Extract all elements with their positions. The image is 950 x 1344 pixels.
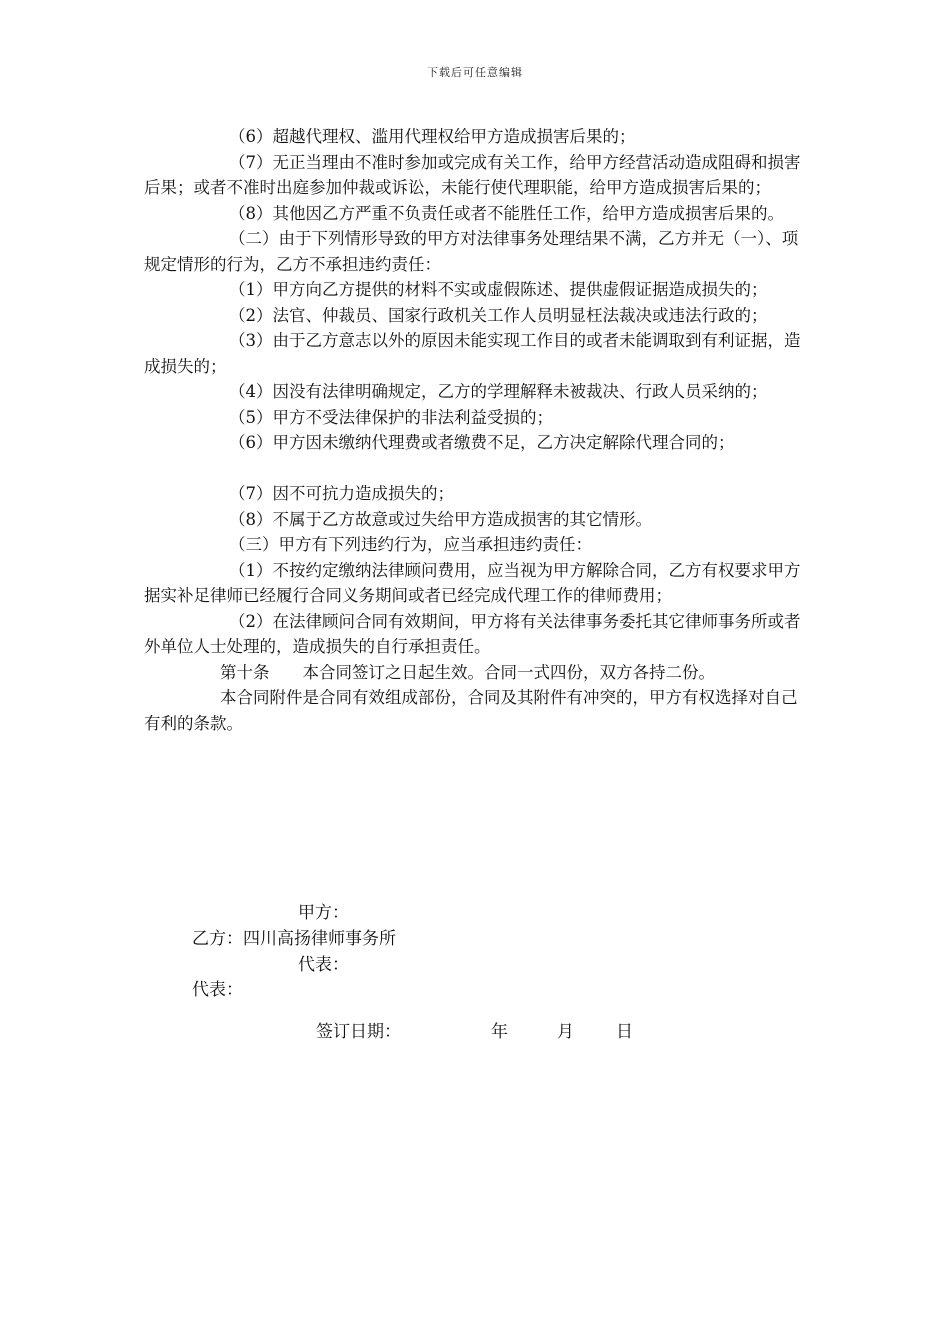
clause-paragraph: （5）甲方不受法律保护的非法利益受损的；	[229, 407, 553, 427]
clause-paragraph: （6）甲方因未缴纳代理费或者缴费不足，乙方决定解除代理合同的；	[229, 433, 735, 452]
annex-clause: 本合同附件是合同有效组成部份，合同及其附件有冲突的，甲方有权选择对自己有利的条款。	[144, 688, 798, 733]
clause-paragraph: （三）甲方有下列违约行为，应当承担违约责任：	[229, 535, 592, 554]
article-ten: 第十条 本合同签订之日起生效。合同一式四份，双方各持二份。	[220, 662, 715, 682]
clause-paragraph: （8）不属于乙方故意或过失给甲方造成损害的其它情形。	[229, 509, 652, 529]
day-label: 日	[616, 1022, 633, 1042]
party-a-label: 甲方：	[298, 903, 349, 923]
signing-date-label: 签订日期：	[316, 1022, 401, 1042]
clause-paragraph: （1）甲方向乙方提供的材料不实或虚假陈述、提供虚假证据造成损失的；	[229, 280, 768, 299]
page-header: 下载后可任意编辑	[427, 66, 523, 79]
clause-paragraph: （3）由于乙方意志以外的原因未能实现工作目的或者未能调取到有利证据，造成损失的；	[144, 331, 801, 376]
party-b-label: 乙方：四川高扬律师事务所	[192, 929, 396, 949]
month-label: 月	[557, 1022, 574, 1042]
clause-paragraph: （4）因没有法律明确规定，乙方的学理解释未被裁决、行政人员采纳的；	[229, 382, 768, 401]
clause-paragraph: （7）因不可抗力造成损失的；	[229, 484, 454, 503]
representative-a-label: 代表：	[298, 955, 349, 975]
clause-paragraph: （6）超越代理权、滥用代理权给甲方造成损害后果的；	[229, 127, 636, 146]
clause-paragraph: （2）在法律顾问合同有效期间，甲方将有关法律事务委托其它律师事务所或者外单位人士处理的，造成损失的自行承担责任。	[144, 611, 801, 656]
contract-body	[144, 124, 808, 736]
blank-line	[144, 456, 808, 482]
clause-paragraph: （7）无正当理由不准时参加或完成有关工作，给甲方经营活动造成阻碍和损害后果；或者不准时出庭参加仲裁或诉讼，未能行使代理职能，给甲方造成损害后果的；	[144, 152, 801, 197]
clause-paragraph: （2）法官、仲裁员、国家行政机关工作人员明显枉法裁决或违法行政的；	[229, 305, 768, 325]
representative-b-label: 代表：	[192, 980, 243, 1000]
year-label: 年	[491, 1022, 508, 1042]
clause-paragraph: （8）其他因乙方严重不负责任或者不能胜任工作，给甲方造成损害后果的。	[229, 203, 784, 223]
clause-paragraph: （1）不按约定缴纳法律顾问费用，应当视为甲方解除合同，乙方有权要求甲方据实补足律师已经履行合同义务期间或者已经完成代理工作的律师费用；	[144, 560, 801, 605]
clause-paragraph: （二）由于下列情形导致的甲方对法律事务处理结果不满，乙方并无（一）、项规定情形的行为，乙方不承担违约责任：	[144, 229, 799, 274]
